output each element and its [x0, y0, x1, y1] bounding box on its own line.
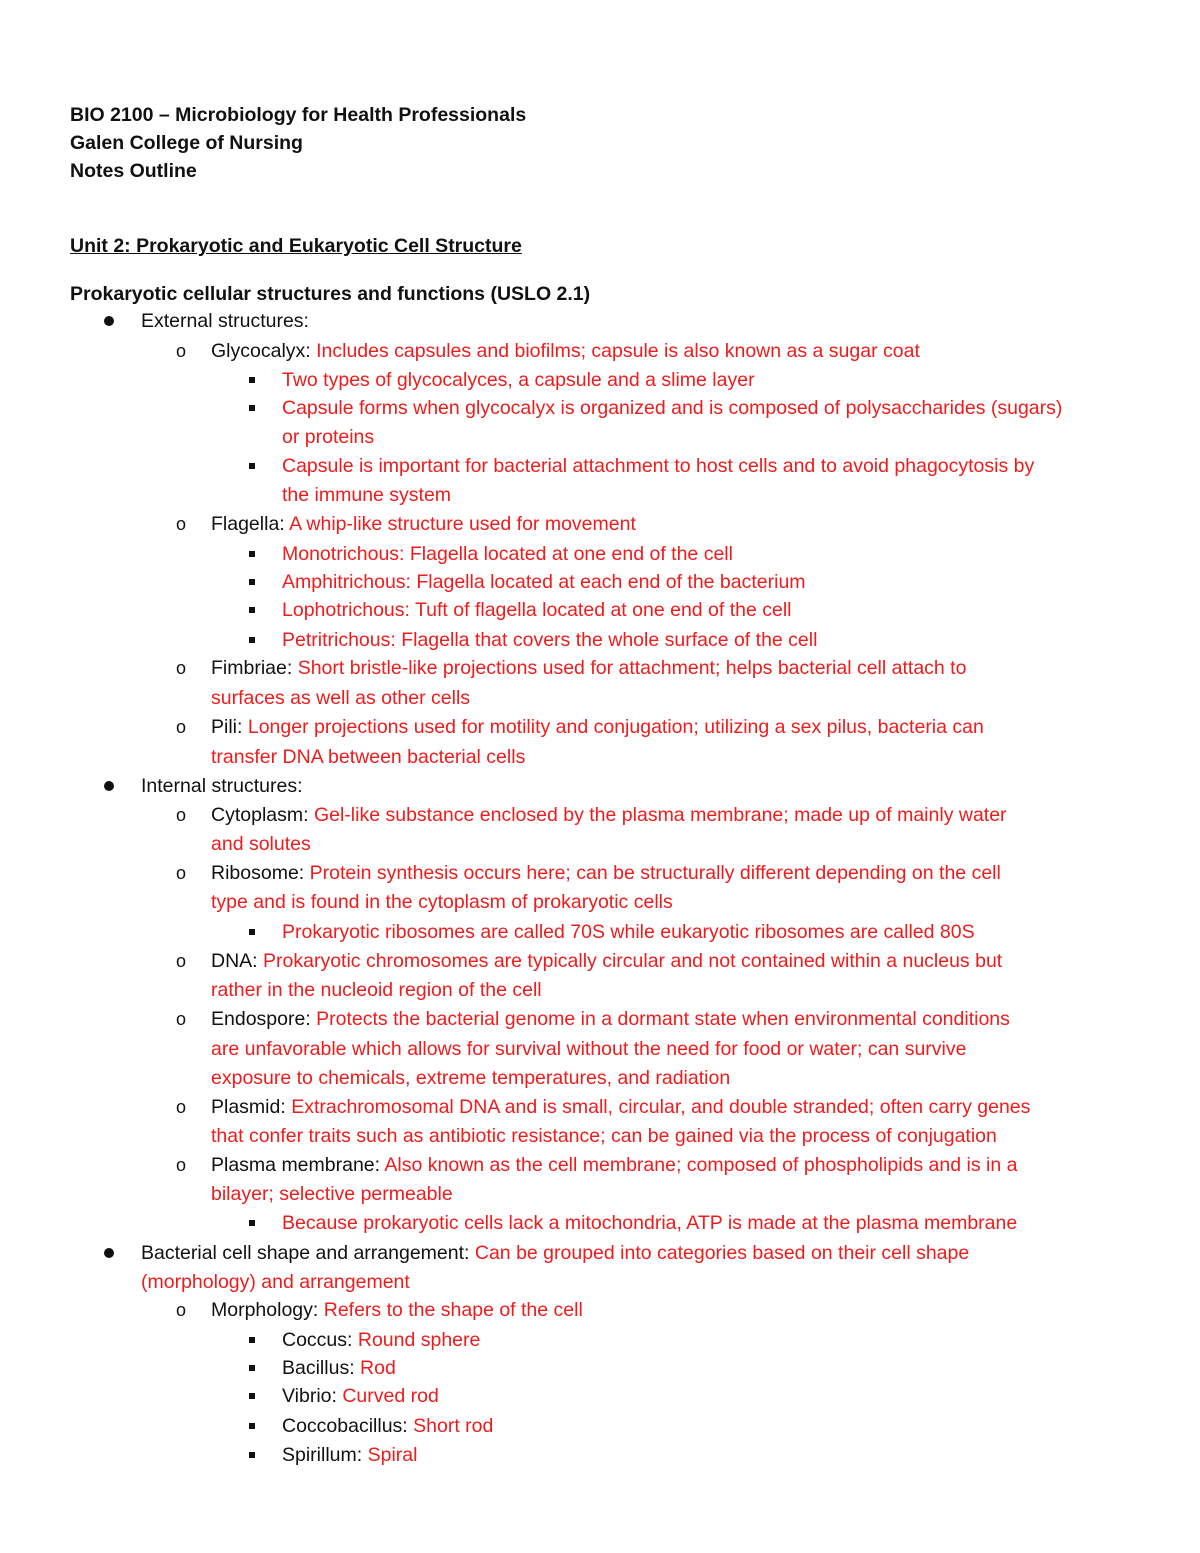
- vibrio-definition: Curved rod: [342, 1385, 439, 1407]
- coccus-definition: Round sphere: [357, 1329, 481, 1351]
- cell-shape-definition-cont: (morphology) and arrangement: [141, 1271, 410, 1293]
- plasma-membrane-term: Plasma membrane:: [211, 1154, 385, 1176]
- endospore-definition-cont-1: are unfavorable which allows for survival without the need for food or water; can survive: [211, 1038, 967, 1060]
- morphology-bacillus: [282, 1356, 396, 1380]
- circle-bullet-icon: o: [176, 658, 187, 678]
- square-bullet-icon: [249, 405, 255, 411]
- ribosome-term: Ribosome:: [211, 862, 310, 884]
- fimbriae-item: [211, 656, 966, 680]
- course-title: BIO 2100 – Microbiology for Health Professionals: [70, 104, 527, 126]
- dna-term: DNA:: [211, 950, 264, 972]
- glycocalyx-sub-3: Capsule is important for bacterial attachment to host cells and to avoid phagocytosis by: [282, 455, 1035, 477]
- morphology-vibrio: [282, 1384, 439, 1408]
- dna-item: [211, 949, 1002, 973]
- endospore-definition-cont-2: exposure to chemicals, extreme temperatures, and radiation: [211, 1067, 731, 1089]
- square-bullet-icon: [249, 1452, 255, 1458]
- plasmid-definition: Extrachromosomal DNA and is small, circular, and double stranded; often carry genes: [291, 1096, 1031, 1118]
- bacillus-term: Bacillus:: [282, 1357, 361, 1379]
- coccobacillus-definition: Short rod: [413, 1415, 494, 1437]
- square-bullet-icon: [249, 1393, 255, 1399]
- circle-bullet-icon: o: [176, 951, 187, 971]
- flagella-term: Flagella:: [211, 513, 290, 535]
- cell-shape-term: Bacterial cell shape and arrangement:: [141, 1242, 475, 1264]
- ribosome-item: [211, 861, 1001, 885]
- bullet-icon: [104, 1248, 114, 1258]
- endospore-item: [211, 1007, 1010, 1031]
- flagella-sub-4: Petritrichous: Flagella that covers the whole surface of the cell: [282, 629, 818, 651]
- square-bullet-icon: [249, 637, 255, 643]
- glycocalyx-term: Glycocalyx:: [211, 340, 317, 362]
- coccus-term: Coccus:: [282, 1329, 358, 1351]
- cytoplasm-item: [211, 803, 1007, 827]
- glycocalyx-sub-2: Capsule forms when glycocalyx is organized and is composed of polysaccharides (sugars): [282, 397, 1063, 419]
- endospore-definition: Protects the bacterial genome in a dormant state when environmental conditions: [316, 1008, 1010, 1030]
- glycocalyx-item: [211, 339, 920, 363]
- square-bullet-icon: [249, 1337, 255, 1343]
- bullet-icon: [104, 781, 114, 791]
- circle-bullet-icon: o: [176, 341, 187, 361]
- square-bullet-icon: [249, 1220, 255, 1226]
- flagella-sub-2: Amphitrichous: Flagella located at each end of the bacterium: [282, 571, 806, 593]
- coccobacillus-term: Coccobacillus:: [282, 1415, 414, 1437]
- morphology-item: [211, 1298, 583, 1322]
- glycocalyx-definition: Includes capsules and biofilms; capsule is also known as a sugar coat: [316, 340, 920, 362]
- plasma-membrane-definition: Also known as the cell membrane; composed of phospholipids and is in a: [384, 1154, 1018, 1176]
- flagella-definition: A whip-like structure used for movement: [289, 513, 636, 535]
- circle-bullet-icon: o: [176, 1009, 187, 1029]
- circle-bullet-icon: o: [176, 805, 187, 825]
- morphology-term: Morphology:: [211, 1299, 324, 1321]
- pili-item: [211, 715, 984, 739]
- morphology-coccobacillus: [282, 1414, 493, 1438]
- square-bullet-icon: [249, 551, 255, 557]
- morphology-coccus: [282, 1328, 480, 1352]
- dna-definition-cont: rather in the nucleoid region of the cell: [211, 979, 542, 1001]
- ribosome-definition: Protein synthesis occurs here; can be structurally different depending on the cell: [309, 862, 1001, 884]
- circle-bullet-icon: o: [176, 1155, 187, 1175]
- bullet-icon: [104, 316, 114, 326]
- spirillum-term: Spirillum:: [282, 1444, 368, 1466]
- circle-bullet-icon: o: [176, 1300, 187, 1320]
- endospore-term: Endospore:: [211, 1008, 317, 1030]
- dna-definition: Prokaryotic chromosomes are typically circular and not contained within a nucleus but: [263, 950, 1003, 972]
- circle-bullet-icon: o: [176, 717, 187, 737]
- plasma-membrane-sub-1: Because prokaryotic cells lack a mitochondria, ATP is made at the plasma membrane: [282, 1212, 1018, 1234]
- cytoplasm-term: Cytoplasm:: [211, 804, 314, 826]
- internal-structures-label: Internal structures:: [141, 775, 303, 797]
- fimbriae-definition: Short bristle-like projections used for attachment; helps bacterial cell attach to: [297, 657, 967, 679]
- square-bullet-icon: [249, 607, 255, 613]
- square-bullet-icon: [249, 929, 255, 935]
- pili-definition-cont: transfer DNA between bacterial cells: [211, 746, 526, 768]
- plasma-membrane-definition-cont: bilayer; selective permeable: [211, 1183, 453, 1205]
- plasmid-term: Plasmid:: [211, 1096, 292, 1118]
- glycocalyx-sub-2-cont: or proteins: [282, 426, 375, 448]
- vibrio-term: Vibrio:: [282, 1385, 343, 1407]
- plasmid-item: [211, 1095, 1030, 1119]
- circle-bullet-icon: o: [176, 863, 187, 883]
- fimbriae-definition-cont: surfaces as well as other cells: [211, 687, 471, 709]
- bacillus-definition: Rod: [360, 1357, 396, 1379]
- spirillum-definition: Spiral: [367, 1444, 418, 1466]
- morphology-spirillum: [282, 1443, 417, 1467]
- plasmid-definition-cont: that confer traits such as antibiotic resistance; can be gained via the process of conjugation: [211, 1125, 997, 1147]
- glycocalyx-sub-1: Two types of glycocalyces, a capsule and a slime layer: [282, 369, 755, 391]
- plasma-membrane-item: [211, 1153, 1017, 1177]
- section-title: Prokaryotic cellular structures and functions (USLO 2.1): [70, 283, 591, 305]
- unit-title: Unit 2: Prokaryotic and Eukaryotic Cell Structure: [70, 235, 522, 257]
- college-name: Galen College of Nursing: [70, 132, 303, 154]
- square-bullet-icon: [249, 579, 255, 585]
- square-bullet-icon: [249, 1365, 255, 1371]
- document-type: Notes Outline: [70, 160, 197, 182]
- flagella-item: [211, 512, 636, 536]
- flagella-sub-1: Monotrichous: Flagella located at one end of the cell: [282, 543, 733, 565]
- flagella-sub-3: Lophotrichous: Tuft of flagella located at one end of the cell: [282, 599, 792, 621]
- square-bullet-icon: [249, 377, 255, 383]
- square-bullet-icon: [249, 463, 255, 469]
- external-structures-label: External structures:: [141, 310, 309, 332]
- fimbriae-term: Fimbriae:: [211, 657, 298, 679]
- ribosome-definition-cont: type and is found in the cytoplasm of prokaryotic cells: [211, 891, 673, 913]
- cell-shape-definition: Can be grouped into categories based on their cell shape: [474, 1242, 970, 1264]
- circle-bullet-icon: o: [176, 1097, 187, 1117]
- cell-shape-item: [141, 1241, 969, 1265]
- square-bullet-icon: [249, 1423, 255, 1429]
- cytoplasm-definition-cont: and solutes: [211, 833, 311, 855]
- pili-definition: Longer projections used for motility and conjugation; utilizing a sex pilus, bacteria can: [247, 716, 984, 738]
- glycocalyx-sub-3-cont: the immune system: [282, 484, 452, 506]
- morphology-definition: Refers to the shape of the cell: [323, 1299, 583, 1321]
- circle-bullet-icon: o: [176, 514, 187, 534]
- pili-term: Pili:: [211, 716, 248, 738]
- cytoplasm-definition: Gel-like substance enclosed by the plasma membrane; made up of mainly water: [313, 804, 1007, 826]
- ribosome-sub-1: Prokaryotic ribosomes are called 70S while eukaryotic ribosomes are called 80S: [282, 921, 975, 943]
